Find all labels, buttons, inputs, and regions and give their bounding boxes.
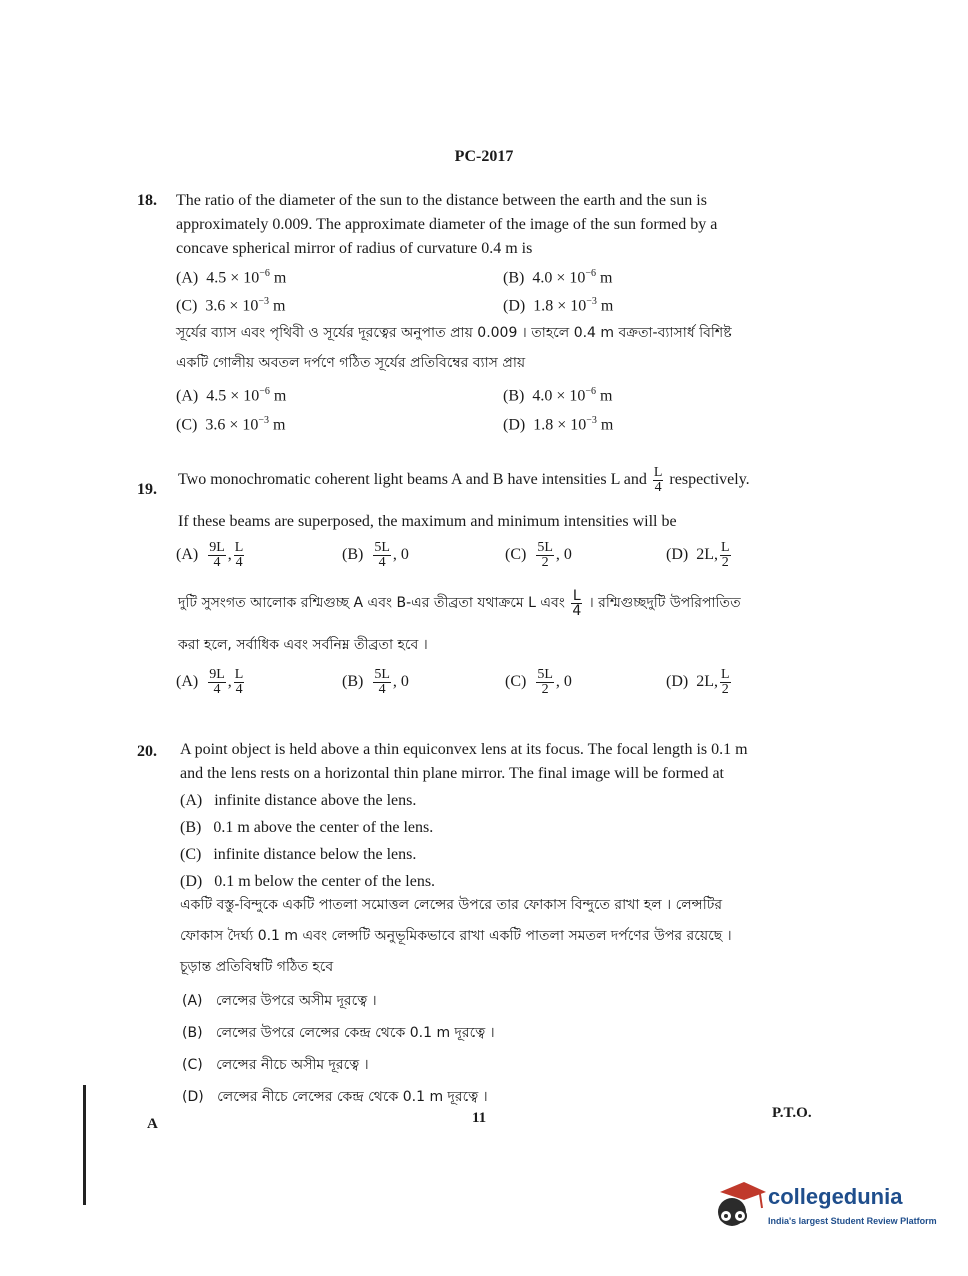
question-number-18: 18. [137,192,157,209]
question-number-20: 20. [137,743,157,760]
q20-option-d-bn: (D) লেন্সের নীচে লেন্সের কেন্দ্র থেকে 0.1 m দূরত্বে । [182,1089,488,1105]
q20-option-c-en: (C) infinite distance below the lens. [180,846,417,863]
q18-stem-bn-line: একটি গোলীয় অবতল দর্পণে গঠিত সূর্যের প্রতিবিম্বের ব্যাস প্রায় [176,355,526,371]
q19-stem-en-line2: If these beams are superposed, the maximum and minimum intensities will be [178,513,677,530]
q20-stem-bn [180,890,810,983]
q19-option-b-en: (B) $\frac{5L}{4}$ , 0 [342,540,409,570]
q19-stem-en-line1: Two monochromatic coherent light beams A and B have intensities L and $\frac{L}{4}$ respectively. [178,465,750,495]
fraction: $\frac{L}{4}$ [653,465,663,495]
q18-stem-en [176,189,806,261]
q19-option-a-en: (A) $\frac{9L}{4}$ , $\frac{L}{4}$ [176,540,244,570]
q20-stem-line: and the lens rests on a horizontal thin plane mirror. The final image will be formed at [180,765,724,782]
q20-option-b-bn: (B) লেন্সের উপরে লেন্সের কেন্দ্র থেকে 0.1 m দূরত্বে । [182,1025,495,1041]
watermark-logo [710,1170,940,1240]
q19-stem-bn-line2: করা হলে, সর্বাধিক এবং সর্বনিম্ন তীব্রতা হবে । [178,637,428,653]
q19-option-c-bn: (C) $\frac{5L}{2}$ , 0 [505,667,572,697]
q20-option-a-bn: (A) লেন্সের উপরে অসীম দূরত্বে । [182,993,377,1009]
q20-stem-bn-line: ফোকাস দৈর্ঘ্য 0.1 m এবং লেন্সটি অনুভূমিকভাবে রাখা একটি পাতলা সমতল দর্পণের উপর রয়েছে । [180,928,732,944]
footer-set-code: A [147,1116,158,1132]
scan-edge-line [83,1085,86,1205]
brand-name: collegedunia [768,1184,903,1209]
q18-option-c-en: (C) $3.6 \times 10^{-3}$ m [176,296,286,315]
q18-option-c-bn: (C) $3.6 \times 10^{-3}$ m [176,415,286,434]
q19-option-a-bn: (A) $\frac{9L}{4}$ , $\frac{L}{4}$ [176,667,244,697]
q20-option-a-en: (A) infinite distance above the lens. [180,792,417,809]
q18-option-d-bn: (D) $1.8 \times 10^{-3}$ m [503,415,614,434]
q20-option-d-en: (D) 0.1 m below the center of the lens. [180,873,436,890]
mascot-icon [710,1174,770,1234]
q18-stem-bn [176,318,816,378]
q18-option-b-bn: (B) $4.0 \times 10^{-6}$ m [503,386,613,405]
pto-label: P.T.O. [772,1105,812,1121]
paper-code: PC-2017 [454,148,514,165]
q18-option-a-en: (A) $4.5 \times 10^{-6}$ m [176,268,287,287]
q18-stem-bn-line: সূর্যের ব্যাস এবং পৃথিবী ও সূর্যের দূরত্বের অনুপাত প্রায় 0.009 । তাহলে 0.4 m বক্রতা-ব্যাসার্ধ বিশিষ্ট [176,325,732,341]
q19-stem-bn-line1: দুটি সুসংগত আলোক রশ্মিগুচ্ছ A এবং B-এর তীব্রতা যথাক্রমে L এবং $\frac{L}{4}$ । রশ্মিগুচ্ছদুটি উপরিপাতিত [178,587,741,619]
q18-option-a-bn: (A) $4.5 \times 10^{-6}$ m [176,386,287,405]
q18-stem-line: The ratio of the diameter of the sun to the distance between the earth and the sun is [176,192,707,209]
q19-option-d-en: (D) 2L, $\frac{L}{2}$ [666,540,730,570]
q19-option-b-bn: (B) $\frac{5L}{4}$ , 0 [342,667,409,697]
page-number: 11 [472,1110,487,1126]
q20-stem-bn-line: চূড়ান্ত প্রতিবিম্বটি গঠিত হবে [180,959,334,975]
q19-option-d-bn: (D) 2L, $\frac{L}{2}$ [666,667,730,697]
question-number-19: 19. [137,481,157,498]
brand-tagline: India's largest Student Review Platform [768,1216,937,1226]
q20-stem-en [180,738,810,786]
q18-option-b-en: (B) $4.0 \times 10^{-6}$ m [503,268,613,287]
q18-stem-line: concave spherical mirror of radius of curvature 0.4 m is [176,240,533,257]
q20-stem-line: A point object is held above a thin equiconvex lens at its focus. The focal length is 0.1 m [180,741,748,758]
q18-option-d-en: (D) $1.8 \times 10^{-3}$ m [503,296,614,315]
q20-option-c-bn: (C) লেন্সের নীচে অসীম দূরত্বে । [182,1057,369,1073]
q18-stem-line: approximately 0.009. The approximate diameter of the image of the sun formed by a [176,216,718,233]
q20-stem-bn-line: একটি বস্তু-বিন্দুকে একটি পাতলা সমোত্তল লেন্সের উপরে তার ফোকাস বিন্দুতে রাখা হল । লেন্সটির [180,897,723,913]
q19-option-c-en: (C) $\frac{5L}{2}$ , 0 [505,540,572,570]
q20-option-b-en: (B) 0.1 m above the center of the lens. [180,819,434,836]
